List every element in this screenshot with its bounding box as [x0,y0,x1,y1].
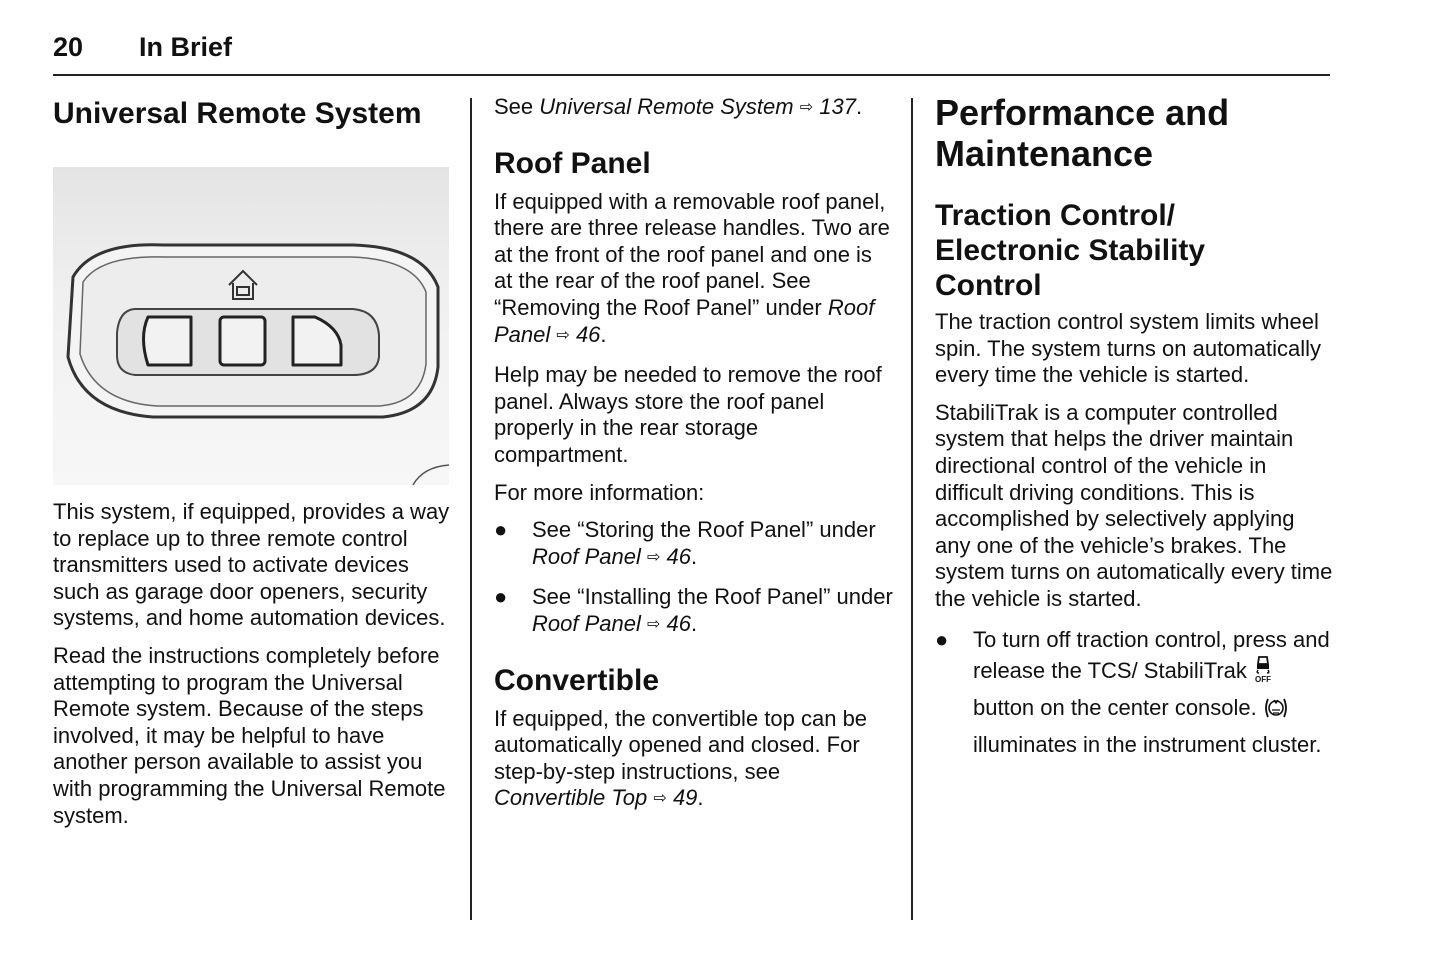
page-ref-arrow-icon: ⇨ [556,326,570,344]
performance-maintenance-title: Performance and Maintenance [935,92,1230,174]
page-ref-arrow-icon: ⇨ [653,790,667,808]
stabilitrak-off-icon [1253,656,1273,692]
traction-paragraph-2: StabiliTrak is a computer controlled system that helps the driver maintain directional control of the vehicle in difficult driving conditions. This is accomplished by selectively applying any one of the vehicle’s brakes. The system turns on automatically every time the vehicle is started. [935,399,1333,611]
see-ref-page[interactable]: 137 [819,94,856,119]
see-reference: See Universal Remote System ⇨ 137. [494,94,863,119]
column-3 [935,92,1335,760]
traction-control-title: Traction Control/ Electronic Stability Control [935,199,1206,302]
traction-bullets [935,624,1335,760]
more-information: For more information: [494,479,705,505]
bullet-ref-page[interactable]: 46 [666,543,691,569]
roof-panel-paragraph-2: Help may be needed to remove the roof panel. Always store the roof panel properly in the rear storage compartment. [494,362,882,467]
page-number: 20 [53,32,84,62]
bullet-text: See “Installing the Roof Panel” under [532,584,893,610]
bullet-ref-page[interactable]: 46 [666,610,691,636]
convertible-title: Convertible [494,663,660,697]
bullet-text-a: To turn off traction control, press and release the TCS/ StabiliTrak [973,626,1330,683]
column-2 [494,92,894,815]
universal-remote-title: Universal Remote System [53,97,422,130]
list-item: ● See “Storing the Roof Panel” under Roof Panel ⇨ 46. [494,517,876,569]
remote-buttons-drawing [53,167,449,485]
bullet-icon: ● [935,626,949,652]
bullet-ref-link[interactable]: Roof Panel [532,543,641,569]
convertible-text: If equipped, the convertible top can be automatically opened and closed. For step-by-step instructions, see [494,705,868,784]
bullet-text-b: button on the center console. [973,694,1257,720]
bullet-icon: ● [494,517,508,543]
universal-remote-paragraph-2: Read the instructions completely before attempting to program the Universal Remote system. Because of the steps involved, it may be helpful to have another person available to assist you with programming the Universal Remote system. [53,642,446,828]
convertible-ref-link[interactable]: Convertible Top [494,785,648,811]
traction-paragraph-1: The traction control system limits wheel spin. The system turns on automatically every time the vehicle is started. [935,309,1321,388]
column-divider [911,98,913,920]
convertible-paragraph: If equipped, the convertible top can be automatically opened and closed. For step-by-step instructions, see Convertible Top ⇨ 49. [494,705,868,811]
roof-panel-ref-link[interactable]: Roof Panel [494,294,875,347]
traction-indicator-icon [1263,695,1289,729]
list-item [935,624,1335,760]
roof-panel-bullets [494,517,894,640]
bullet-icon: ● [494,584,508,610]
page-ref-arrow-icon: ⇨ [646,548,661,566]
roof-panel-ref-page[interactable]: 46 [575,321,601,347]
column-1 [53,92,453,829]
universal-remote-illustration [53,167,449,485]
page-header [53,30,1330,76]
see-ref-link[interactable]: Universal Remote System [539,94,794,119]
bullet-ref-link[interactable]: Roof Panel [532,610,641,636]
convertible-ref-page[interactable]: 49 [672,785,698,811]
bullet-text: See “Storing the Roof Panel” under [532,517,876,543]
roof-panel-paragraph-1: If equipped with a removable roof panel, there are three release handles. Two are at the front of the roof panel and one is at the rear of the roof panel. See “Removing the Roof Panel” under Roof Panel ⇨ 46. [494,188,890,347]
list-item: ● See “Installing the Roof Panel” under Roof Panel ⇨ 46. [494,584,893,636]
see-prefix: See [494,94,540,119]
svg-text:OFF: OFF [1255,674,1272,684]
bullet-text-c: illuminates in the instrument cluster. [973,731,1322,757]
section-name: In Brief [139,32,233,62]
universal-remote-paragraph-1: This system, if equipped, provides a way to replace up to three remote control transmitters used to activate devices such as garage door openers, security systems, and home automation devices. [53,499,450,631]
column-divider [470,98,472,920]
roof-panel-title: Roof Panel [494,146,651,180]
page-ref-arrow-icon: ⇨ [646,615,661,633]
roof-panel-p1-text: If equipped with a removable roof panel, there are three release handles. Two are at the front of the roof panel and one is at the rear of the roof panel. See “Removing the Roof Panel” under [494,188,890,320]
page-ref-arrow-icon: ⇨ [799,99,814,116]
